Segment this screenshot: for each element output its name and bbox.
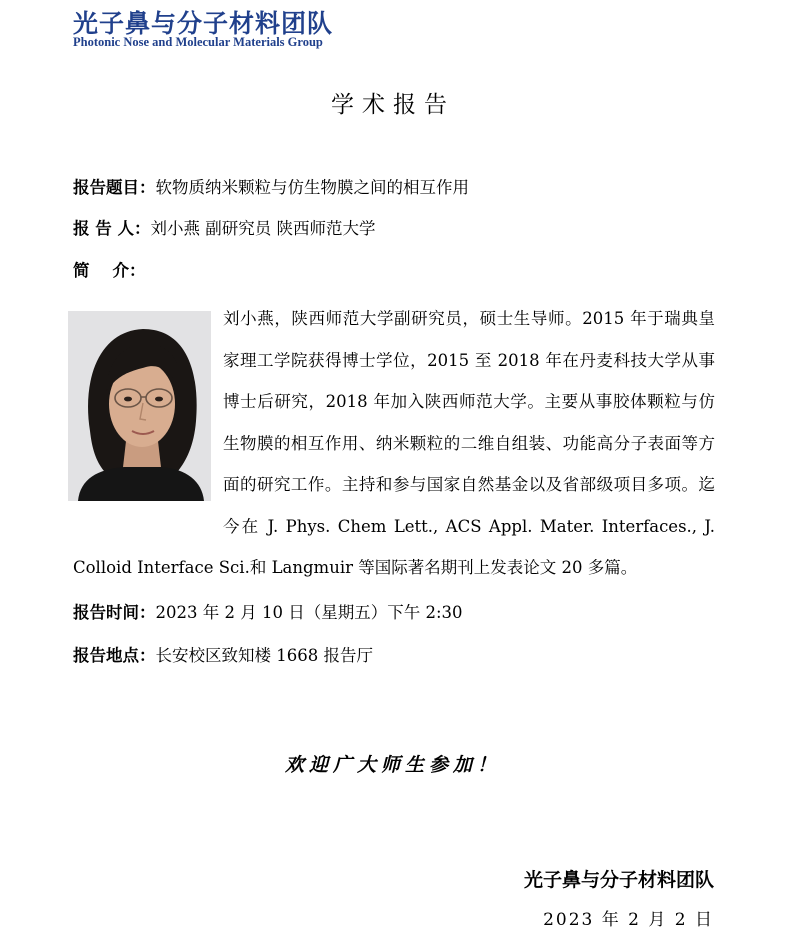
time-label: 报告时间： bbox=[73, 603, 156, 622]
speaker-row bbox=[73, 218, 376, 240]
intro-label: 简 介： bbox=[73, 261, 146, 280]
intro-row bbox=[73, 260, 145, 282]
bio-paragraph bbox=[73, 298, 715, 589]
topic-label: 报告题目： bbox=[73, 178, 156, 197]
welcome-message: 欢迎广大师生参加！ bbox=[284, 754, 501, 776]
signature-date: 2023 年 2 月 2 日 bbox=[543, 910, 714, 930]
speaker-label: 报 告 人： bbox=[73, 219, 151, 238]
header-org-en: Photonic Nose and Molecular Materials Group bbox=[73, 35, 323, 49]
speaker-value: 刘小燕 副研究员 陕西师范大学 bbox=[150, 219, 376, 238]
signature-org: 光子鼻与分子材料团队 bbox=[523, 869, 714, 891]
place-row bbox=[73, 645, 373, 667]
place-label: 报告地点： bbox=[73, 646, 156, 665]
photo-spacer bbox=[73, 298, 223, 506]
topic-row bbox=[73, 177, 469, 199]
place-value: 长安校区致知楼 1668 报告厅 bbox=[155, 646, 373, 665]
header-org-cn: 光子鼻与分子材料团队 bbox=[73, 9, 334, 38]
time-value: 2023 年 2 月 10 日（星期五）下午 2:30 bbox=[155, 603, 463, 622]
page-title: 学术报告 bbox=[331, 92, 455, 118]
bio-text: 刘小燕，陕西师范大学副研究员，硕士生导师。2015 年于瑞典皇家理工学院获得博士学位，2015 至 2018 年在丹麦科技大学从事博士后研究，2018 年加入陕西师范大学。主要从事胶体颗粒与仿生物膜的相互作用、纳米颗粒的二维自组装、功能高分子表面等方面的研究工作。主持和参与国家自然基金以及省部级项目多项。迄今在 J. Phys. Chem Lett., ACS Appl. Mater. Interfaces., J. Colloid Interface Sci.和 Langmuir 等国际著名期刊上发表论文 20 多篇。 bbox=[73, 309, 715, 577]
time-row bbox=[73, 602, 463, 624]
topic-value: 软物质纳米颗粒与仿生物膜之间的相互作用 bbox=[155, 178, 469, 197]
